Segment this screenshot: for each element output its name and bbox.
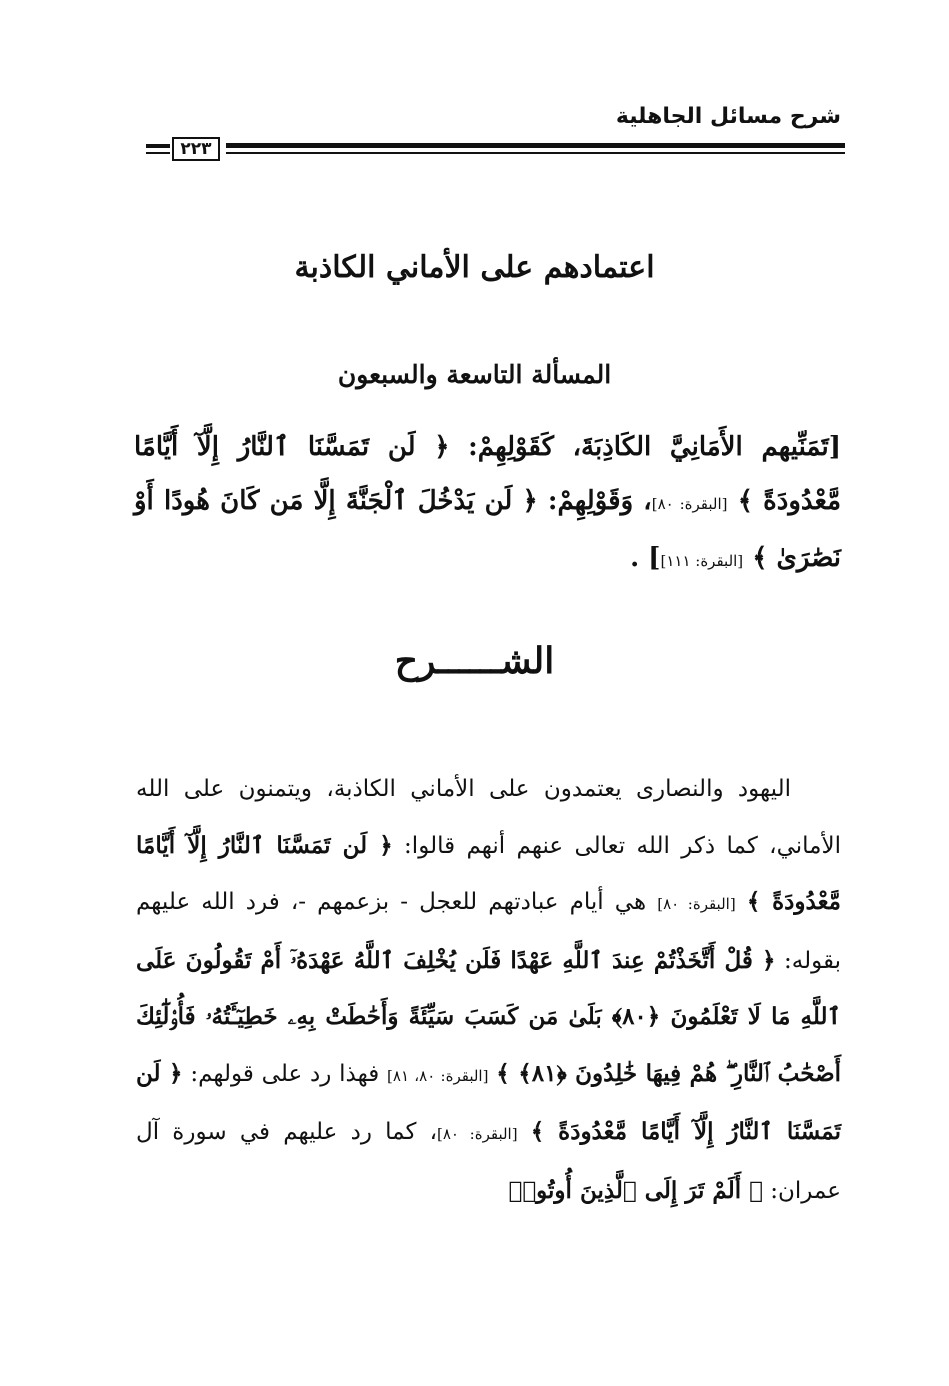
quran-reference: [البقرة: ٨٠] (437, 1125, 518, 1143)
issue-text-part-c: ] . (630, 543, 661, 573)
paragraph-text: فهذا رد على قولهم: (182, 1060, 388, 1087)
quran-quote: ﴿ لَن تَمَسَّنَا ٱلنَّارُ إِلَّآ أَيَّامًا مَّعْدُودَةً ﴾ (136, 1059, 841, 1145)
quran-reference: [البقرة: ٨٠] (657, 895, 736, 913)
paragraph-text: ، كما رد عليهم في سورة آل عمران: (136, 1119, 841, 1204)
issue-text-part-a: [تَمَنِّيهم الأَمَانِيَّ الكَاذِبَةَ، كَقَوْلِهِمْ: ﴿ لَن تَمَسَّنَا ٱلنَّارُ إِلَّآ أَيَّامًا مَّعْدُودَةً ﴾ (134, 432, 841, 516)
quran-quote: ﴿ قُلْ أَتَّخَذْتُمْ عِندَ ٱللَّهِ عَهْدًا فَلَن يُخْلِفَ ٱللَّهُ عَهْدَهُۥٓ أَمْ تَقُولُونَ عَلَى ٱللَّهِ مَا لَا تَعْلَمُونَ ﴿٨٠﴾ بَلَىٰ مَن كَسَبَ سَيِّئَةً وَأَحَٰطَتْ بِهِۦ خَطِيٓـَٔتُهُۥ فَأُو۟لَٰٓئِكَ أَصْحَٰبُ ٱلنَّارِ ۖ هُمْ فِيهَا خَٰلِدُونَ ﴿٨١﴾ ﴾ (136, 946, 842, 1087)
header-rule-dash-top (146, 144, 170, 148)
explanation-paragraph (136, 762, 841, 1219)
quran-quote: ﴿ أَلَمْ تَرَ إِلَى ٱلَّذِينَ أُوتُوا۟ (508, 1176, 763, 1204)
quran-reference: [البقرة: ١١١] (660, 552, 744, 570)
paragraph-text: هي أيام عبادتهم للعجل - بزعمهم -، فرد الله عليهم بقوله: (136, 889, 841, 974)
issue-text (134, 420, 841, 588)
issue-title: المسألة التاسعة والسبعون (337, 360, 612, 389)
running-header-title: شرح مسائل الجاهلية (615, 104, 841, 129)
quran-quote: ﴿ لَن تَمَسَّنَا ٱلنَّارُ إِلَّآ أَيَّامًا مَّعْدُودَةً ﴾ (136, 831, 841, 915)
issue-text-part-b: ، وَقَوْلِهِمْ: ﴿ لَن يَدْخُلَ ٱلْجَنَّةَ إِلَّا مَن كَانَ هُودًا أَوْ نَصَٰرَىٰ ﴾ (134, 486, 841, 573)
quran-reference: [البقرة: ٨٠، ٨١] (387, 1066, 489, 1085)
quran-reference: [البقرة: ٨٠] (651, 495, 728, 513)
chapter-title: اعتمادهم على الأماني الكاذبة (294, 250, 655, 285)
header-rule-thick (226, 143, 845, 148)
sharh-heading: الشــــــرح (394, 640, 555, 682)
page-number: ٢٢٣ (172, 137, 220, 161)
paragraph-text: اليهود والنصارى يعتمدون على الأماني الكاذبة، ويتمنون على الله الأماني، كما ذكر الله تعالى عنهم أنهم قالوا: (136, 776, 841, 859)
header-rule-thin (226, 152, 845, 154)
header-rule-dash-bottom (146, 152, 170, 154)
